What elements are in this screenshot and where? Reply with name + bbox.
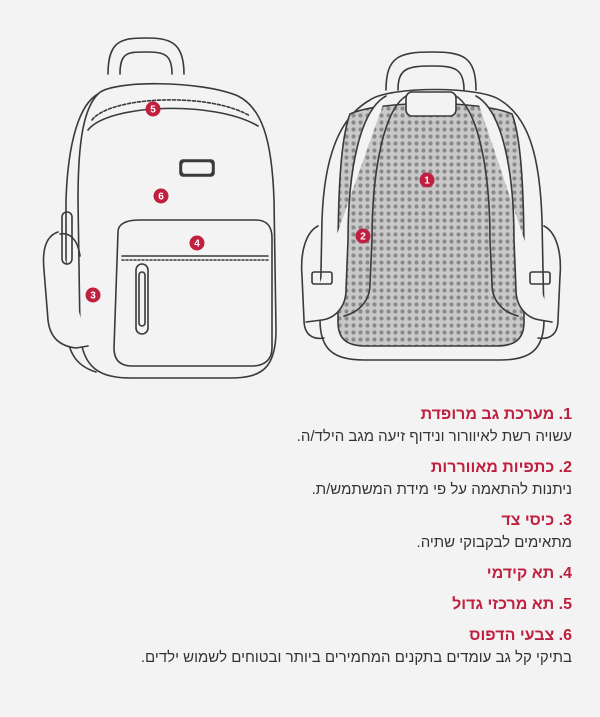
svg-text:6: 6: [158, 191, 164, 203]
marker-1: [420, 173, 435, 188]
feature-description: בתיקי קל גב עומדים בתקנים המחמירים ביותר ובטוחים לשמוש ילדים.: [140, 649, 572, 666]
feature-item-6: [60, 625, 572, 669]
feature-title: 1. מערכת גב מרופדת: [420, 406, 572, 423]
marker-2: [356, 229, 371, 244]
feature-title: 2. כתפיות מאווררות: [430, 459, 572, 476]
feature-title: 3. כיסי צד: [501, 512, 572, 529]
svg-text:5: 5: [150, 104, 156, 116]
svg-text:2: 2: [360, 231, 366, 243]
svg-text:4: 4: [194, 238, 200, 250]
backpack-front-view: [44, 38, 276, 378]
marker-6: [154, 189, 169, 204]
feature-item-1: [60, 404, 572, 448]
feature-description: עשויה רשת לאיוורור ונידוף זיעה מגב הילד/ה.: [296, 428, 572, 445]
feature-item-3: [60, 510, 572, 554]
feature-title: 5. תא מרכזי גדול: [452, 596, 572, 613]
feature-title: 6. צבעי הדפוס: [469, 627, 572, 644]
feature-description: ניתנות להתאמה על פי מידת המשתמש/ת.: [311, 481, 572, 498]
feature-item-4: [60, 563, 572, 585]
feature-title: 4. תא קידמי: [486, 565, 572, 582]
marker-3: [86, 288, 101, 303]
svg-text:1: 1: [424, 175, 430, 187]
feature-item-2: [60, 457, 572, 501]
svg-text:3: 3: [90, 290, 96, 302]
marker-5: [146, 102, 161, 117]
backpack-back-view: [302, 52, 561, 360]
feature-list: [60, 404, 572, 678]
feature-description: מתאימים לבקבוקי שתיה.: [416, 534, 572, 551]
feature-item-5: [60, 594, 572, 616]
marker-4: [190, 236, 205, 251]
